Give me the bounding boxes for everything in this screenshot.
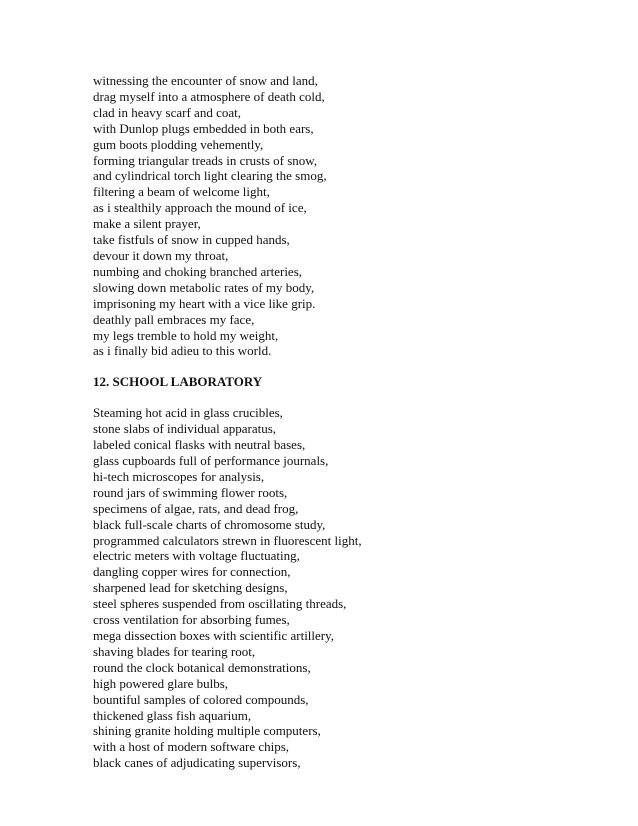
poem-line: drag myself into a atmosphere of death cold, xyxy=(93,88,325,104)
poem-line: programmed calculators strewn in fluorescent light, xyxy=(93,532,362,548)
poem-line: round the clock botanical demonstrations, xyxy=(93,659,311,675)
poem-line: shining granite holding multiple computers, xyxy=(93,723,321,739)
poem-line: devour it down my throat, xyxy=(93,247,229,263)
poem-line: numbing and choking branched arteries, xyxy=(93,263,303,279)
poem-line: black full-scale charts of chromosome study, xyxy=(93,516,326,532)
poem-line: forming triangular treads in crusts of snow, xyxy=(93,152,318,168)
poem-line: glass cupboards full of performance journals, xyxy=(93,453,329,469)
poem-line: slowing down metabolic rates of my body, xyxy=(93,279,315,295)
poem-line: imprisoning my heart with a vice like grip. xyxy=(93,295,316,311)
poem-line: as i stealthily approach the mound of ice, xyxy=(93,200,307,216)
poem-line: with Dunlop plugs embedded in both ears, xyxy=(93,120,314,136)
poem-line: filtering a beam of welcome light, xyxy=(93,184,270,200)
poem-line: sharpened lead for sketching designs, xyxy=(93,580,288,596)
poem-line: bountiful samples of colored compounds, xyxy=(93,691,309,707)
poem-line: deathly pall embraces my face, xyxy=(93,311,255,327)
poem-line: with a host of modern software chips, xyxy=(93,739,290,755)
poem-line: thickened glass fish aquarium, xyxy=(93,707,252,723)
poem-line: gum boots plodding vehemently, xyxy=(93,136,264,152)
poem-line: shaving blades for tearing root, xyxy=(93,643,256,659)
document-page xyxy=(93,73,613,771)
poem-line: stone slabs of individual apparatus, xyxy=(93,421,277,437)
poem-line: high powered glare bulbs, xyxy=(93,675,229,691)
poem-line: hi-tech microscopes for analysis, xyxy=(93,468,265,484)
poem-line: my legs tremble to hold my weight, xyxy=(93,327,279,343)
poem-line: electric meters with voltage fluctuating, xyxy=(93,548,300,564)
poem-line: witnessing the encounter of snow and land, xyxy=(93,73,318,88)
poem-line: labeled conical flasks with neutral bases, xyxy=(93,437,306,453)
poem-line: and cylindrical torch light clearing the smog, xyxy=(93,168,327,184)
poem-title: 12. SCHOOL LABORATORY xyxy=(93,374,263,390)
poem-line: as i finally bid adieu to this world. xyxy=(93,343,272,359)
poem-line: take fistfuls of snow in cupped hands, xyxy=(93,232,290,248)
poem-line: black canes of adjudicating supervisors, xyxy=(93,755,301,771)
poem-line: steel spheres suspended from oscillating threads, xyxy=(93,596,347,612)
poem-line: Steaming hot acid in glass crucibles, xyxy=(93,405,283,421)
poem-line: mega dissection boxes with scientific artillery, xyxy=(93,628,335,643)
poem-line: cross ventilation for absorbing fumes, xyxy=(93,612,290,628)
poem-line: dangling copper wires for connection, xyxy=(93,564,291,580)
school-laboratory-stanza xyxy=(93,405,613,771)
poem-line: round jars of swimming flower roots, xyxy=(93,484,288,500)
poem-line: specimens of algae, rats, and dead frog, xyxy=(93,500,299,516)
poem-line: clad in heavy scarf and coat, xyxy=(93,104,241,120)
poem-continued-stanza xyxy=(93,73,613,359)
poem-line: make a silent prayer, xyxy=(93,216,201,232)
